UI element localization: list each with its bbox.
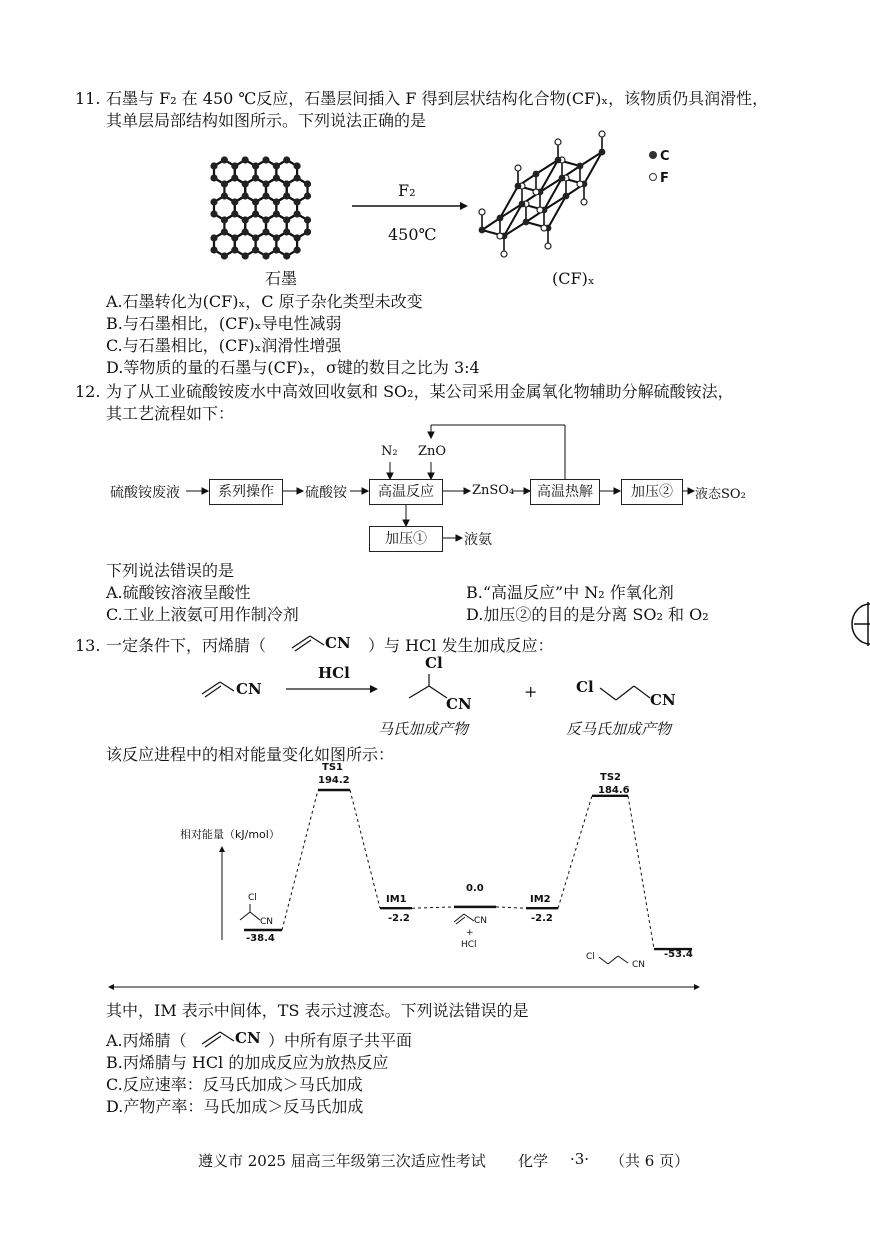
- energy-mol2-hcl: HCl: [461, 940, 477, 950]
- q13-option-b: B.丙烯腈与 HCl 的加成反应为放热反应: [106, 1053, 389, 1072]
- q12-stem-line1: 为了从工业硫酸铵废水中高效回收氨和 SO₂，某公司采用金属氧化物辅助分解硫酸铵法，: [106, 382, 734, 401]
- flow-ammonium-sulfate: 硫酸铵: [305, 485, 347, 501]
- reaction-plus: +: [524, 682, 538, 701]
- q13-option-a-post: ）中所有原子共平面: [268, 1031, 413, 1050]
- flow-start: 硫酸铵废液: [110, 485, 180, 501]
- energy-im1-name: IM1: [386, 894, 407, 905]
- option-a-cn: CN: [235, 1029, 261, 1047]
- energy-im2-value: -2.2: [531, 913, 553, 924]
- q11-stem-line1: 石墨与 F₂ 在 450 ℃反应，石墨层间插入 F 得到层状结构化合物(CF)ₓ，该物质仍具润滑性，: [106, 89, 769, 108]
- q12-stem-line2: 其工艺流程如下：: [106, 404, 235, 423]
- markovnikov-cn: CN: [446, 695, 472, 713]
- flow-input-n2: N₂: [381, 444, 398, 459]
- energy-mol1-cn: CN: [260, 917, 274, 927]
- markovnikov-cl: Cl: [425, 654, 443, 672]
- legend-c-label: C: [660, 149, 670, 164]
- cf-label: (CF)ₓ: [552, 269, 595, 288]
- anti-markovnikov-cl: Cl: [576, 678, 594, 696]
- q11-option-b: B.与石墨相比，(CF)ₓ导电性减弱: [106, 314, 342, 333]
- flow-box-high-temp-reaction: 高温反应: [369, 479, 443, 505]
- q13-option-a-pre: A.丙烯腈（: [106, 1031, 187, 1050]
- energy-ylabel: 相对能量（kJ/mol）: [180, 828, 280, 841]
- q13-number: 13.: [75, 636, 101, 655]
- energy-y-axis-arrowhead: [219, 846, 225, 852]
- energy-x-axis-left-arrowhead: [108, 984, 114, 990]
- energy-connector: [412, 907, 454, 908]
- anti-markovnikov-cn: CN: [650, 691, 676, 709]
- energy-mol3-cl: Cl: [586, 952, 595, 962]
- q13-stem-b: ）与 HCl 发生加成反应：: [368, 636, 554, 655]
- energy-mol1-cl: Cl: [248, 893, 257, 903]
- energy-ts2-value: 184.6: [598, 785, 630, 796]
- flow-box-pressurize-1: 加压①: [369, 526, 443, 552]
- footer-total: （共 6 页）: [610, 1152, 690, 1170]
- energy-connector: [558, 796, 592, 908]
- flow-box-series-ops: 系列操作: [209, 479, 283, 505]
- energy-ts2-name: TS2: [600, 772, 621, 783]
- energy-connector: [496, 907, 526, 908]
- q12-option-d: D.加压②的目的是分离 SO₂ 和 O₂: [466, 605, 709, 624]
- q13-inline-cn: CN: [325, 634, 351, 652]
- flow-input-zno: ZnO: [418, 444, 447, 459]
- footer-subject: 化学: [518, 1152, 549, 1170]
- energy-im2-name: IM2: [530, 894, 551, 905]
- q11-number: 11.: [75, 89, 101, 108]
- arrow-bottom-label: 450℃: [388, 225, 437, 244]
- energy-mol3-cn: CN: [632, 960, 646, 970]
- flow-box-pressurize-2: 加压②: [621, 479, 683, 505]
- energy-connector: [282, 790, 318, 930]
- anti-markovnikov-caption: 反马氏加成产物: [566, 720, 672, 738]
- q11-option-d: D.等物质的量的石墨与(CF)ₓ，σ键的数目之比为 3:4: [106, 358, 480, 377]
- graphite-label: 石墨: [265, 269, 298, 288]
- q12-number: 12.: [75, 382, 101, 401]
- q11-option-c: C.与石墨相比，(CF)ₓ润滑性增强: [106, 336, 342, 355]
- reaction-hcl-label: HCl: [318, 664, 350, 682]
- flow-liquid-so2: 液态SO₂: [695, 487, 746, 502]
- q13-option-d: D.产物产率：马氏加成＞反马氏加成: [106, 1097, 364, 1116]
- q12-option-b: B.“高温反应”中 N₂ 作氧化剂: [466, 583, 674, 602]
- flow-box-high-temp-pyrolysis: 高温热解: [530, 479, 600, 505]
- q11-stem-line2: 其单层局部结构如图所示。下列说法正确的是: [106, 111, 427, 130]
- arrow-top-label: F₂: [398, 181, 416, 200]
- energy-reactant-value: 0.0: [466, 883, 484, 894]
- energy-start-value: -38.4: [246, 933, 275, 944]
- flow-liquid-ammonia: 液氨: [464, 532, 492, 548]
- q13-energy-intro: 该反应进程中的相对能量变化如图所示：: [106, 745, 395, 764]
- footer-school: 遵义市 2025 届高三年级第三次适应性考试: [198, 1152, 486, 1170]
- q12-option-c: C.工业上液氨可用作制冷剂: [106, 605, 299, 624]
- energy-end-value: -53.4: [664, 949, 693, 960]
- energy-ts1-name: TS1: [322, 762, 343, 773]
- energy-im1-value: -2.2: [388, 913, 410, 924]
- q13-stem-a: 一定条件下，丙烯腈（: [106, 636, 267, 655]
- footer-page: ·3·: [570, 1150, 590, 1168]
- q12-option-a: A.硫酸铵溶液呈酸性: [106, 583, 251, 602]
- q13-followup: 其中，IM 表示中间体，TS 表示过渡态。下列说法错误的是: [106, 1001, 529, 1020]
- energy-connector: [628, 796, 654, 949]
- flow-znso4: ZnSO₄: [472, 483, 515, 498]
- reactant-cn: CN: [236, 680, 262, 698]
- energy-connector: [350, 790, 380, 908]
- q12-question: 下列说法错误的是: [106, 561, 235, 580]
- energy-mol2-cn: CN: [474, 916, 488, 926]
- legend-f-label: F: [660, 171, 669, 186]
- energy-x-axis-right-arrowhead: [694, 984, 700, 990]
- energy-ts1-value: 194.2: [318, 775, 350, 786]
- energy-mol2-plus: +: [466, 928, 474, 938]
- q11-option-a: A.石墨转化为(CF)ₓ，C 原子杂化类型未改变: [106, 292, 423, 311]
- markovnikov-caption: 马氏加成产物: [378, 720, 469, 738]
- q13-option-c: C.反应速率：反马氏加成＞马氏加成: [106, 1075, 363, 1094]
